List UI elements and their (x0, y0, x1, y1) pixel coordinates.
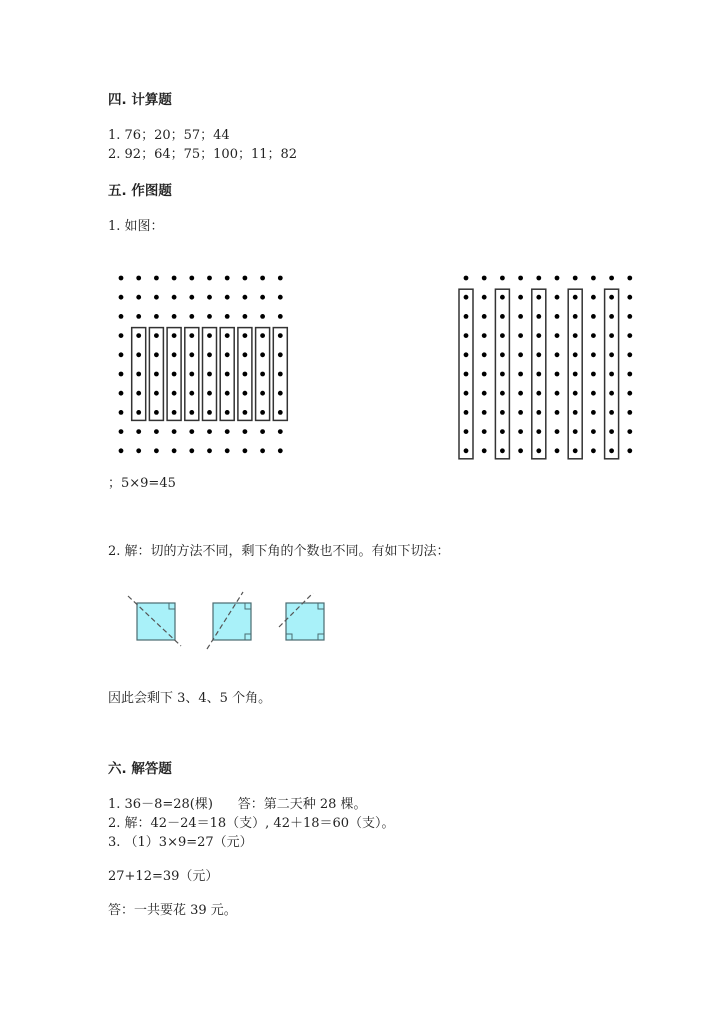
grid-dot (482, 372, 487, 377)
grid-dot (591, 276, 596, 281)
grid-dot (119, 429, 124, 434)
grid-dot (609, 448, 614, 453)
grid-dot (591, 295, 596, 300)
grid-dot (464, 276, 469, 281)
grid-dot (260, 276, 265, 281)
grid-dot (260, 391, 265, 396)
grid-dot (278, 333, 283, 338)
calc-answer-1: 1. 76；20；57；44 (108, 128, 230, 143)
drawing-q2-text: 2. 解：切的方法不同，剩下角的个数也不同。有如下切法： (108, 544, 450, 559)
grid-dot (172, 295, 177, 300)
grid-dot (464, 352, 469, 357)
grid-dot (172, 314, 177, 319)
grid-dot (591, 372, 596, 377)
grid-dot (207, 352, 212, 357)
grid-dot (482, 333, 487, 338)
grid-dot (482, 391, 487, 396)
grid-dot (189, 333, 194, 338)
grid-dot (500, 372, 505, 377)
grid-dot (464, 295, 469, 300)
grid-dot (172, 333, 177, 338)
grid-dot (119, 333, 124, 338)
grid-dot (555, 448, 560, 453)
grid-dot (536, 372, 541, 377)
grid-dot (500, 352, 505, 357)
grid-dot (555, 276, 560, 281)
grid-dot (536, 295, 541, 300)
grid-dot (189, 372, 194, 377)
grid-dot (609, 391, 614, 396)
grid-dot (518, 314, 523, 319)
grid-dot (225, 410, 230, 415)
grid-dot (555, 429, 560, 434)
grid-dot (243, 410, 248, 415)
grid-dot (536, 333, 541, 338)
grid-dot (482, 314, 487, 319)
grid-dot (464, 410, 469, 415)
grid-dot (154, 429, 159, 434)
grid-dot (189, 276, 194, 281)
grid-dot (260, 372, 265, 377)
grid-dot (207, 429, 212, 434)
grid-dot (482, 352, 487, 357)
grid-dot (136, 276, 141, 281)
grid-dot (536, 448, 541, 453)
grid-dot (225, 276, 230, 281)
grid-dot (189, 429, 194, 434)
grid-dot (172, 391, 177, 396)
grid-dot (207, 448, 212, 453)
grid-dot (627, 410, 632, 415)
grid-dot (609, 314, 614, 319)
grid-dot (136, 295, 141, 300)
grid-dot (136, 429, 141, 434)
grid-dot (278, 429, 283, 434)
grid-dot (278, 314, 283, 319)
grid-dot (500, 276, 505, 281)
grid-dot (154, 391, 159, 396)
grid-dot (464, 372, 469, 377)
grid-dot (172, 352, 177, 357)
grid-dot (119, 276, 124, 281)
grid-dot (591, 429, 596, 434)
grid-dot (536, 314, 541, 319)
grid-dot (573, 276, 578, 281)
grid-dot (464, 314, 469, 319)
grid-dot (225, 314, 230, 319)
drawing-q1-label: 1. 如图： (108, 219, 164, 234)
grid-dot (609, 372, 614, 377)
grid-dot (555, 372, 560, 377)
grid-dot (555, 314, 560, 319)
grid-dot (627, 295, 632, 300)
grid-dot (119, 372, 124, 377)
grid-dot (609, 429, 614, 434)
grid-dot (260, 352, 265, 357)
grid-dot (609, 295, 614, 300)
grid-dot (207, 276, 212, 281)
grid-dot (591, 410, 596, 415)
grid-dot (136, 333, 141, 338)
grid-dot (536, 410, 541, 415)
grid-dot (225, 372, 230, 377)
grid-dot (536, 429, 541, 434)
grid-dot (154, 372, 159, 377)
grid-dot (172, 410, 177, 415)
grid-dot (207, 391, 212, 396)
drawing-q1-answer: ；5×9=45 (108, 476, 176, 491)
grid-dot (154, 295, 159, 300)
grid-dot (243, 391, 248, 396)
grid-dot (591, 448, 596, 453)
grid-dot (555, 333, 560, 338)
grid-dot (136, 372, 141, 377)
grid-dot (627, 276, 632, 281)
grid-dot (555, 352, 560, 357)
section-5-title: 五. 作图题 (108, 183, 172, 199)
grid-dot (278, 448, 283, 453)
grid-dot (627, 448, 632, 453)
grid-dot (464, 429, 469, 434)
grid-dot (136, 448, 141, 453)
grid-dot (243, 333, 248, 338)
grid-dot (225, 352, 230, 357)
grid-dot (518, 448, 523, 453)
grid-dot (154, 333, 159, 338)
grid-dot (207, 295, 212, 300)
grid-dot (119, 410, 124, 415)
solution-line-4: 27+12=39（元） (108, 869, 219, 884)
grid-dot (172, 429, 177, 434)
grid-dot (278, 295, 283, 300)
grid-dot (278, 391, 283, 396)
grid-dot (136, 410, 141, 415)
grid-dot (225, 391, 230, 396)
grid-dot (136, 314, 141, 319)
grid-dot (609, 352, 614, 357)
grid-dot (518, 429, 523, 434)
grid-dot (555, 295, 560, 300)
grid-dot (627, 352, 632, 357)
grid-dot (536, 276, 541, 281)
grid-dot (573, 448, 578, 453)
solution-line-5: 答：一共要花 39 元。 (108, 903, 237, 918)
grid-dot (189, 410, 194, 415)
grid-dot (609, 410, 614, 415)
grid-dot (573, 333, 578, 338)
grid-dot (500, 295, 505, 300)
grid-dot (243, 314, 248, 319)
grid-dot (573, 429, 578, 434)
section-4-title: 四. 计算题 (108, 92, 172, 108)
grid-dot (189, 391, 194, 396)
grid-dot (500, 410, 505, 415)
grid-dot (189, 448, 194, 453)
grid-dot (482, 448, 487, 453)
grid-dot (482, 276, 487, 281)
grid-dot (627, 314, 632, 319)
grid-dot (243, 429, 248, 434)
grid-dot (482, 429, 487, 434)
grid-dot (536, 352, 541, 357)
grid-dot (260, 333, 265, 338)
grid-dot (573, 372, 578, 377)
grid-dot (119, 314, 124, 319)
grid-dot (518, 333, 523, 338)
grid-dot (536, 391, 541, 396)
grid-dot (591, 314, 596, 319)
grid-dot (591, 352, 596, 357)
grid-dot (172, 276, 177, 281)
calc-answer-2: 2. 92；64；75；100；11；82 (108, 147, 298, 162)
grid-dot (225, 295, 230, 300)
grid-dot (482, 295, 487, 300)
grid-dot (207, 333, 212, 338)
grid-dot (573, 314, 578, 319)
grid-dot (518, 276, 523, 281)
grid-dot (243, 295, 248, 300)
grid-dot (260, 314, 265, 319)
grid-dot (500, 333, 505, 338)
solution-line-1: 1. 36－8=28(棵) 答：第二天种 28 棵。 (108, 797, 367, 812)
grid-dot (518, 410, 523, 415)
grid-dot (555, 410, 560, 415)
grid-dot (260, 410, 265, 415)
grid-dot (260, 429, 265, 434)
grid-dot (591, 333, 596, 338)
grid-dot (207, 314, 212, 319)
grid-dot (119, 391, 124, 396)
grid-dot (573, 352, 578, 357)
grid-dot (464, 448, 469, 453)
grid-dot (154, 352, 159, 357)
grid-dot (243, 448, 248, 453)
grid-dot (243, 276, 248, 281)
grid-dot (609, 333, 614, 338)
grid-dot (172, 448, 177, 453)
grid-dot (243, 372, 248, 377)
grid-dot (500, 391, 505, 396)
grid-dot (243, 352, 248, 357)
grid-dot (154, 410, 159, 415)
grid-dot (573, 295, 578, 300)
grid-dot (500, 314, 505, 319)
grid-dot (172, 372, 177, 377)
grid-dot (464, 391, 469, 396)
grid-dot (518, 372, 523, 377)
grid-dot (464, 333, 469, 338)
grid-dot (119, 352, 124, 357)
grid-dot (119, 448, 124, 453)
grid-dot (518, 352, 523, 357)
section-6-title: 六. 解答题 (108, 761, 172, 777)
grid-dot (518, 295, 523, 300)
grid-dot (189, 352, 194, 357)
grid-dot (225, 333, 230, 338)
grid-dot (189, 314, 194, 319)
grid-dot (260, 295, 265, 300)
solution-line-3: 3. （1）3×9=27（元） (108, 835, 253, 850)
grid-dot (225, 448, 230, 453)
grid-dot (573, 410, 578, 415)
grid-dot (278, 372, 283, 377)
grid-dot (278, 276, 283, 281)
grid-dot (627, 391, 632, 396)
grid-dot (591, 391, 596, 396)
grid-dot (225, 429, 230, 434)
grid-dot (189, 295, 194, 300)
grid-dot (627, 333, 632, 338)
grid-dot (207, 410, 212, 415)
grid-dot (482, 410, 487, 415)
grid-dot (278, 410, 283, 415)
grid-dot (154, 314, 159, 319)
grid-dot (627, 372, 632, 377)
grid-dot (207, 372, 212, 377)
grid-dot (627, 429, 632, 434)
grid-dot (518, 391, 523, 396)
drawing-q2-conclusion: 因此会剩下 3、4、5 个角。 (108, 691, 272, 706)
grid-dot (555, 391, 560, 396)
grid-dot (154, 276, 159, 281)
grid-dot (260, 448, 265, 453)
grid-dot (609, 276, 614, 281)
grid-dot (136, 352, 141, 357)
grid-dot (278, 352, 283, 357)
grid-dot (119, 295, 124, 300)
grid-dot (500, 429, 505, 434)
grid-dot (573, 391, 578, 396)
solution-line-2: 2. 解：42－24＝18（支）, 42＋18＝60（支）。 (108, 816, 395, 831)
grid-dot (154, 448, 159, 453)
grid-dot (500, 448, 505, 453)
grid-dot (136, 391, 141, 396)
